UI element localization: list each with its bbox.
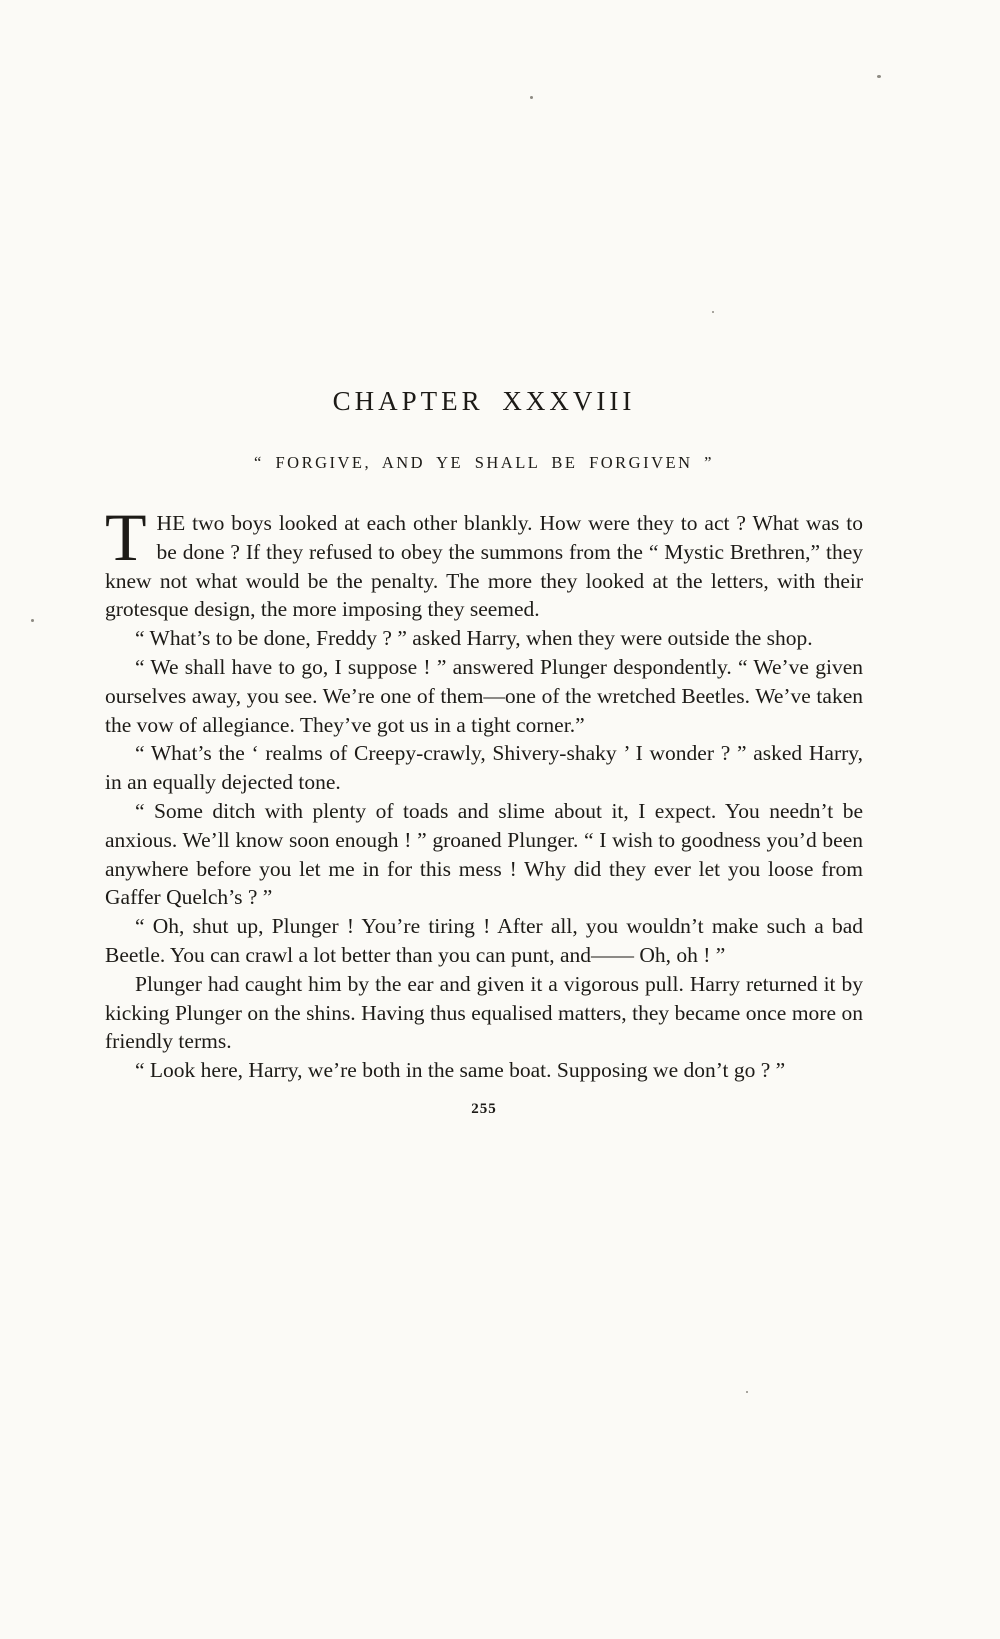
text-block — [105, 499, 863, 1085]
chapter-subtitle: “ FORGIVE, AND YE SHALL BE FORGIVEN ” — [254, 453, 714, 472]
scan-speck — [31, 619, 34, 622]
scan-speck — [530, 96, 533, 99]
page-number: 255 — [471, 1100, 497, 1117]
scan-speck — [877, 75, 881, 78]
paragraph: “ What’s the ‘ realms of Creepy-crawly, Shivery-shaky ’ I wonder ? ” asked Harry, in an equally dejected tone. — [105, 741, 863, 795]
paragraph: “ Some ditch with plenty of toads and slime about it, I expect. You needn’t be anxious. We’ll know soon enough ! ” groaned Plunger. “ I wish to goodness you’d been anywhere before you let me in for this mess ! Why did they ever let you loose from Gaffer Quelch’s ? ” — [105, 798, 863, 910]
paragraph — [105, 499, 863, 624]
paragraph-text: HE two boys looked at each other blankly. How were they to act ? What was to be done ? If they refused to obey the summons from the “ Mystic Brethren,” they knew not what would be the penalty. The more they looked at the letters, with their grotesque design, the more imposing they seemed. — [105, 511, 863, 622]
chapter-title: CHAPTER XXXVIII — [332, 386, 636, 416]
paragraph: Plunger had caught him by the ear and given it a vigorous pull. Harry returned it by kicking Plunger on the shins. Having thus equalised matters, they became once more on friendly terms. — [105, 971, 863, 1054]
paragraph: “ Look here, Harry, we’re both in the same boat. Supposing we don’t go ? ” — [135, 1058, 786, 1083]
page-content — [105, 386, 863, 1118]
paragraph: “ Oh, shut up, Plunger ! You’re tiring ! After all, you wouldn’t make such a bad Beetle. You can crawl a lot better than you can punt, and—— Oh, oh ! ” — [105, 914, 863, 967]
drop-cap: T — [105, 499, 147, 575]
paragraph: “ We shall have to go, I suppose ! ” answered Plunger despondently. “ We’ve given ourselves away, you see. We’re one of them—one of the wretched Beetles. We’ve taken the vow of allegiance. They’ve got us in a tight corner.” — [105, 654, 863, 737]
scan-speck — [712, 311, 714, 313]
paragraph: “ What’s to be done, Freddy ? ” asked Harry, when they were outside the shop. — [135, 626, 813, 651]
scan-speck — [746, 1391, 748, 1393]
